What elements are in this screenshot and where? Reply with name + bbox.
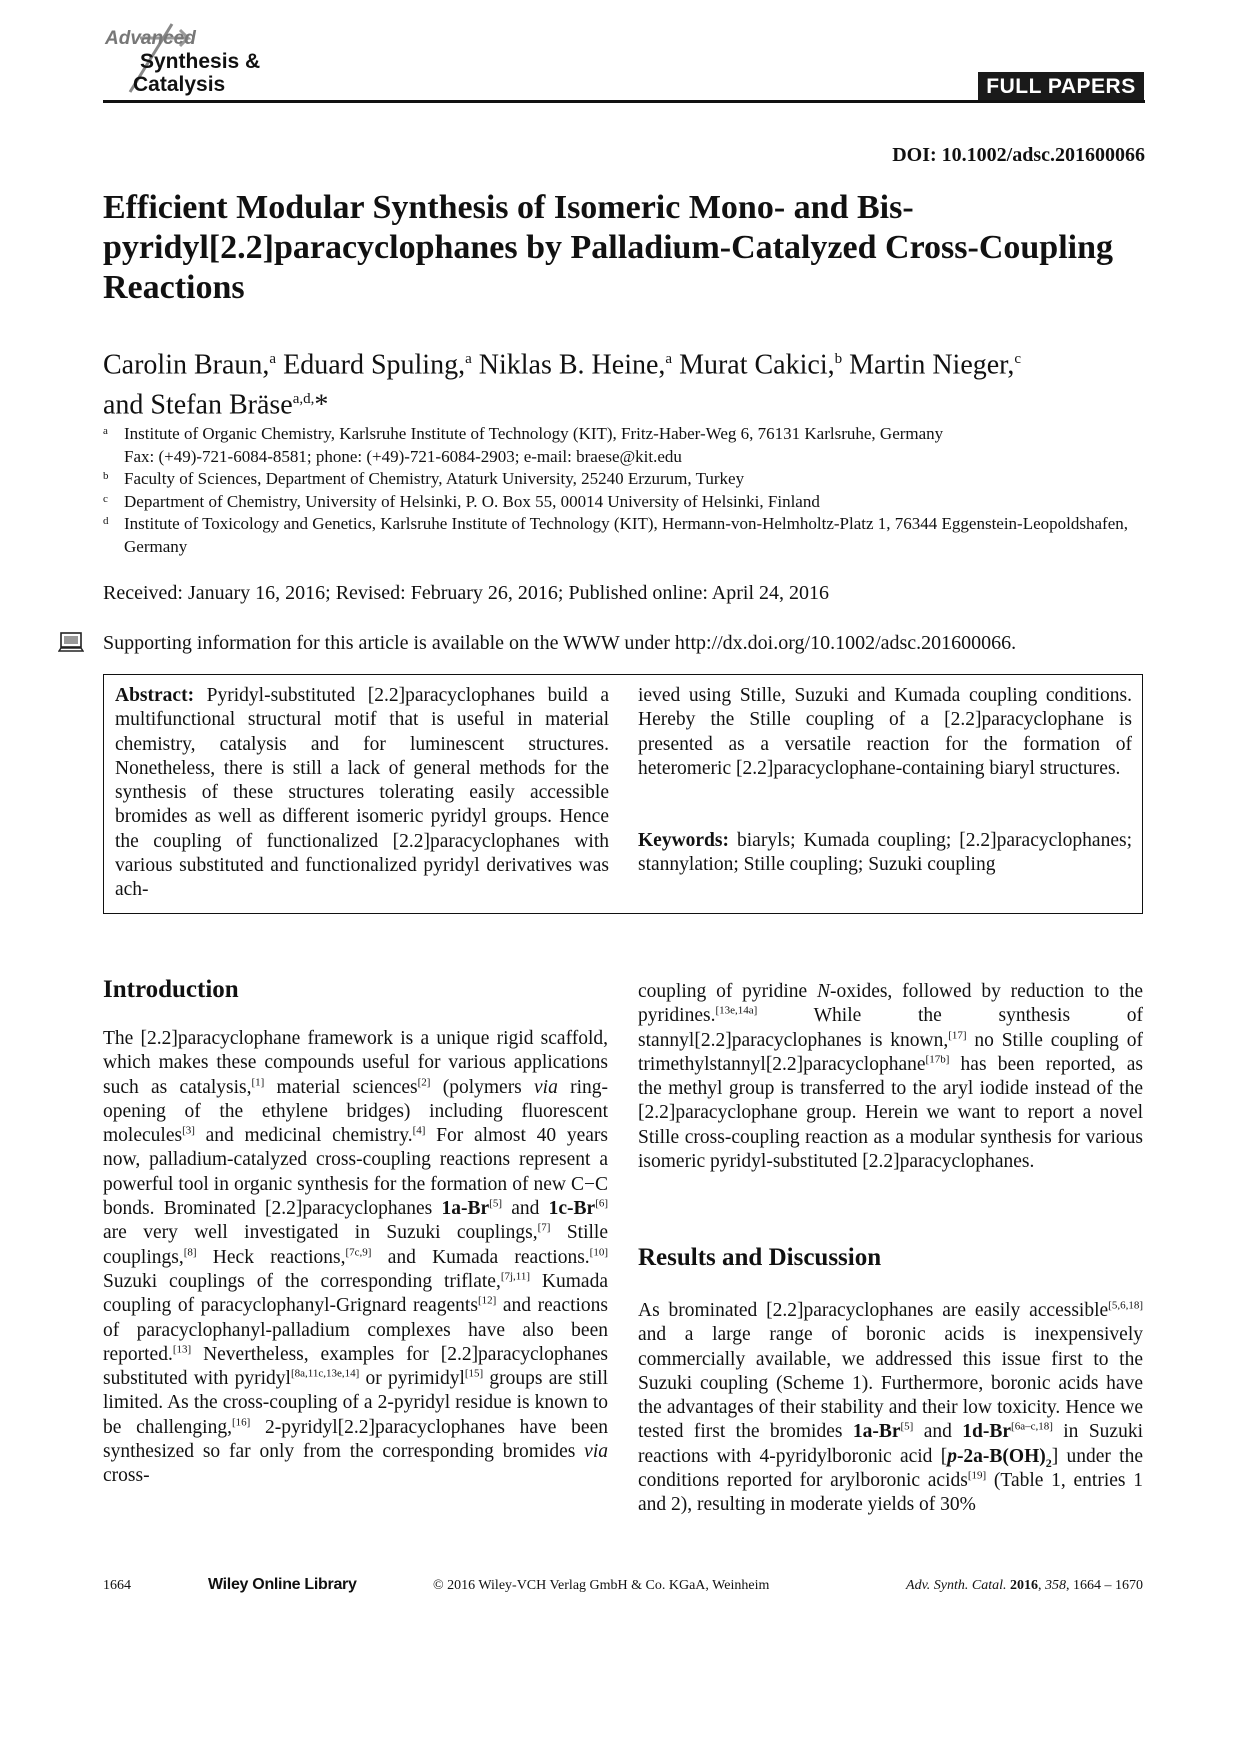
keywords	[638, 829, 1132, 878]
logo-catalysis: Catalysis	[133, 73, 226, 96]
computer-icon	[58, 631, 84, 655]
results-heading: Results and Discussion	[638, 1244, 882, 1271]
copyright: © 2016 Wiley-VCH Verlag GmbH & Co. KGaA, Weinheim	[433, 1578, 770, 1593]
keywords-label: Keywords:	[638, 830, 729, 851]
citation: Adv. Synth. Catal. 2016, 358, 1664 – 1670	[906, 1578, 1143, 1593]
affiliation-c: c Department of Chemistry, University of Helsinki, P. O. Box 55, 00014 University of Helsinki, Finland	[103, 491, 820, 511]
abstract-right: ieved using Stille, Suzuki and Kumada coupling conditions. Hereby the Stille coupling of a [2.2]paracyclophane is presented as a versatile reaction for the formation of heteromeric [2.2]paracyclophane-containing biaryl structures.	[638, 685, 1132, 779]
abstract-text-left: Pyridyl-substituted [2.2]paracyclophanes build a multifunctional structural motif that is useful in material chemistry, catalysis and for luminescent structures. Nonetheless, there is still a lack of general methods for the synthesis of these structures tolerating easily accessible bromides as well as different isomeric pyridyl groups. Hence the coupling of functionalized [2.2]paracyclophanes with various substituted and functionalized pyridyl derivatives was ach-	[115, 685, 609, 901]
introduction-paragraph-1: The [2.2]paracyclophane framework is a unique rigid scaffold, which makes these compounds useful for various applications such as catalysis,[1] material sciences[2] (polymers via ring-opening of the ethylene bridges) including fluorescent molecules[3] and medicinal chemistry.[4] For almost 40 years now, palladium-catalyzed cross-coupling reactions represent a powerful tool in organic synthesis for the formation of new C−C bonds. Brominated [2.2]paracyclophanes 1a-Br[5] and 1c-Br[6] are very well investigated in Suzuki couplings,[7] Stille couplings,[8] Heck reactions,[7c,9] and Kumada reactions.[10] Suzuki couplings of the corresponding triflate,[7j,11] Kumada coupling of paracyclophanyl-Grignard reagents[12] and reactions of paracyclophanyl-palladium complexes have also been reported.[13] Nevertheless, examples for [2.2]paracyclophanes substituted with pyridyl[8a,11c,13e,14] or pyrimidyl[15] groups are still limited. As the cross-coupling of a 2-pyridyl residue is known to be challenging,[16] 2-pyridyl[2.2]paracyclophanes have been synthesized so far only from the corresponding bromides via cross-	[103, 1028, 609, 1487]
affiliation-d: d Institute of Toxicology and Genetics, Karlsruhe Institute of Technology (KIT), Hermann-von-Helmholtz-Platz 1, 76344 Eggenstein-Leopoldshafen, Germany	[103, 514, 1128, 556]
doi: DOI: 10.1002/adsc.201600066	[892, 144, 1145, 166]
abstract-label: Abstract:	[115, 685, 195, 706]
section-badge: FULL PAPERS	[978, 72, 1144, 101]
logo-advanced: Advanced	[105, 28, 196, 49]
publication-dates: Received: January 16, 2016; Revised: February 26, 2016; Published online: April 24, 2016	[103, 582, 830, 604]
keywords-text: biaryls; Kumada coupling; [2.2]paracyclophanes; stannylation; Stille coupling; Suzuki coupling	[638, 830, 1132, 876]
introduction-heading: Introduction	[103, 976, 239, 1003]
page-number: 1664	[103, 1578, 131, 1593]
supporting-information: Supporting information for this article is available on the WWW under http://dx.doi.org/10.1002/adsc.201600066.	[103, 632, 1017, 654]
article-title: Efficient Modular Synthesis of Isomeric Mono- and Bis-pyridyl[2.2]paracyclophanes by Palladium-Catalyzed Cross-Coupling Reactions	[103, 189, 1114, 306]
wiley-online-library: Wiley Online Library	[208, 1576, 357, 1593]
affiliation-a-contact: Fax: (+49)-721-6084-8581; phone: (+49)-721-6084-2903; e-mail: braese@kit.edu	[124, 446, 682, 466]
page-footer	[103, 1578, 1143, 1602]
affiliations	[103, 423, 1163, 558]
logo-synthesis: Synthesis &	[140, 50, 261, 73]
abstract-left	[115, 684, 609, 903]
affiliation-a: a Institute of Organic Chemistry, Karlsruhe Institute of Technology (KIT), Fritz-Haber-Weg 6, 76131 Karlsruhe, Germany	[103, 424, 944, 443]
header-rule	[103, 100, 1145, 103]
affiliation-b: b Faculty of Sciences, Department of Chemistry, Ataturk University, 25240 Erzurum, Turkey	[103, 469, 745, 488]
results-paragraph-1: As brominated [2.2]paracyclophanes are easily accessible[5,6,18] and a large range of boronic acids is inexpensively commercially available, we addressed this issue first to the Suzuki coupling (Scheme 1). Furthermore, boronic acids have the advantages of their stability and their low toxicity. Hence we tested first the bromides 1a-Br[5] and 1d-Br[6a–c,18] in Suzuki reactions with 4-pyridylboronic acid $[p-2a-B(OH)_2]$ under the conditions reported for arylboronic acids[19] (Table 1, entries 1 and 2), resulting in moderate yields of 30%	[638, 1299, 1143, 1516]
introduction-paragraph-2: coupling of pyridine N-oxides, followed by reduction to the pyridines.[13e,14a] While the synthesis of stannyl[2.2]paracyclophanes is known,[17] no Stille coupling of trimethylstannyl[2.2]paracyclophane[17b] has been reported, as the methyl group is transferred to the aryl iodide instead of the [2.2]paracyclophane group. Herein we want to report a novel Stille cross-coupling reaction as a modular synthesis for various isomeric pyridyl-substituted [2.2]paracyclophanes.	[638, 981, 1143, 1173]
authors: Carolin Braun,$^a$ Eduard Spuling,$^a$ Niklas B. Heine,$^a$ Murat Cakici,$^b$ Martin Nieger,$^c$ and Stefan Bräse$^{a,d,}$*	[103, 349, 1022, 421]
